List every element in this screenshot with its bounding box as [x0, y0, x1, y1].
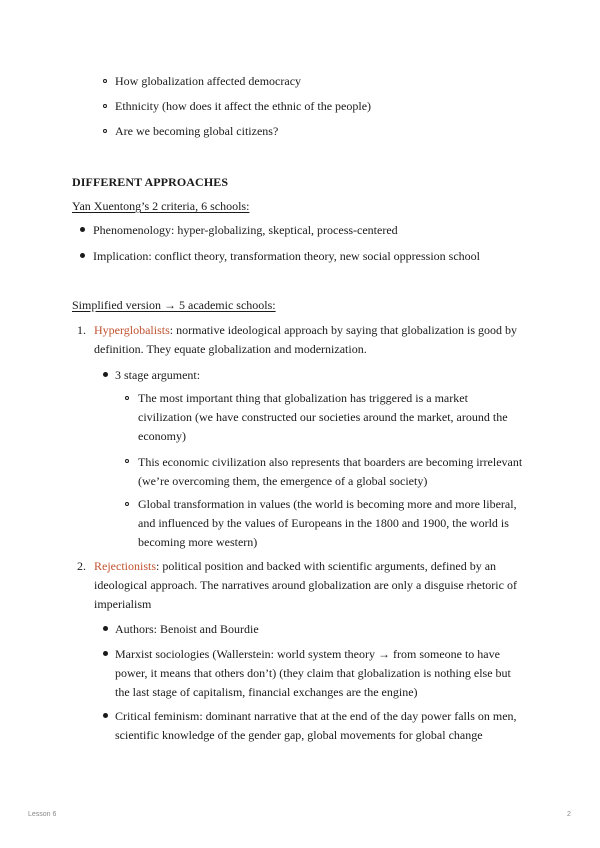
- list-item: Marxist sociologies (Wallerstein: world system theory → from someone to have: [115, 647, 500, 661]
- bullet-icon: [80, 227, 85, 232]
- subsection-title: Simplified version → 5 academic schools:: [72, 298, 276, 312]
- list-item: This economic civilization also represents that boarders are becoming irrelevant: [138, 455, 523, 469]
- open-bullet-icon: [125, 459, 129, 463]
- list-item: 3 stage argument:: [115, 368, 201, 382]
- bullet-icon: [103, 372, 108, 377]
- list-item: Authors: Benoist and Bourdie: [115, 622, 259, 636]
- list-item-continuation: and influenced by the values of Europeans in the 1800 and 1900, the world is: [138, 516, 509, 530]
- footer-lesson-label: Lesson 6: [28, 811, 57, 818]
- numbered-item-line: imperialism: [94, 597, 152, 611]
- list-item-continuation: (we’re overcoming them, the emergence of a global society): [138, 474, 428, 488]
- bullet-icon: [103, 713, 108, 718]
- numbered-item-line: definition. They equate globalization and modernization.: [94, 342, 367, 356]
- school-term: Rejectionists: [94, 559, 156, 573]
- list-item: Global transformation in values (the world is becoming more and more liberal,: [138, 497, 517, 511]
- open-bullet-icon: [103, 104, 107, 108]
- list-item: Ethnicity (how does it affect the ethnic of the people): [115, 99, 372, 113]
- section-heading: DIFFERENT APPROACHES: [72, 175, 229, 189]
- list-item: Phenomenology: hyper-globalizing, skeptical, process-centered: [93, 223, 398, 237]
- open-bullet-icon: [103, 79, 107, 83]
- list-item: Are we becoming global citizens?: [115, 124, 279, 138]
- open-bullet-icon: [125, 502, 129, 506]
- list-item-continuation: civilization (we have constructed our societies around the market, around the: [138, 410, 508, 424]
- list-item: How globalization affected democracy: [115, 74, 302, 88]
- bullet-icon: [80, 253, 85, 258]
- bullet-icon: [103, 651, 108, 656]
- numbered-item-line: Rejectionists: political position and backed with scientific arguments, defined by an: [94, 559, 497, 573]
- open-bullet-icon: [125, 396, 129, 400]
- school-term: Hyperglobalists: [94, 323, 170, 337]
- list-item-continuation: power, it means that others don’t) (they claim that globalization is nothing else but: [115, 666, 511, 680]
- list-item-continuation: scientific knowledge of the gender gap, global movements for global change: [115, 728, 483, 742]
- numbered-item-line: Hyperglobalists: normative ideological approach by saying that globalization is good by: [94, 323, 518, 337]
- bullet-icon: [103, 626, 108, 631]
- page-number: 2: [567, 811, 571, 818]
- open-bullet-icon: [103, 129, 107, 133]
- list-item: Critical feminism: dominant narrative that at the end of the day power falls on men,: [115, 709, 517, 723]
- list-number: 2.: [77, 559, 86, 573]
- list-item: The most important thing that globalization has triggered is a market: [138, 391, 468, 405]
- subsection-title: Yan Xuentong’s 2 criteria, 6 schools:: [72, 199, 250, 213]
- numbered-item-line: ideological approach. The narratives around globalization are only a disguise rhetoric of: [94, 578, 517, 592]
- list-item-continuation: economy): [138, 429, 186, 443]
- list-item-continuation: becoming more western): [138, 535, 258, 549]
- list-number: 1.: [77, 323, 86, 337]
- list-item-continuation: the last stage of capitalism, financial exchanges are the engine): [115, 685, 418, 699]
- list-item: Implication: conflict theory, transformation theory, new social oppression school: [93, 249, 481, 263]
